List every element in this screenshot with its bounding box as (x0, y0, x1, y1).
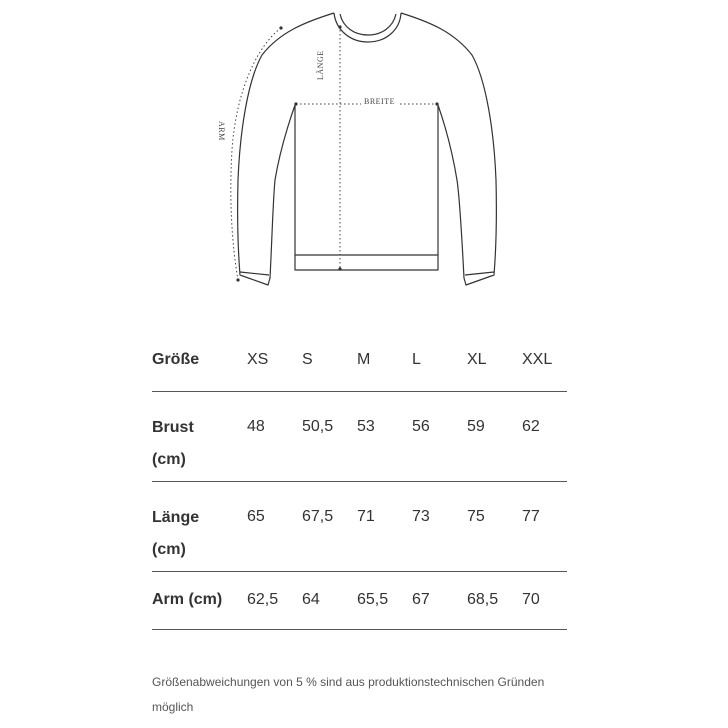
table-cell: 73 (412, 481, 467, 571)
sweatshirt-diagram (0, 0, 728, 300)
row-label-laenge: Länge (cm) (152, 481, 247, 571)
size-header-row (152, 338, 567, 391)
table-row-brust (152, 391, 567, 481)
table-cell: 53 (357, 391, 412, 481)
size-xl: XL (467, 338, 522, 391)
table-cell: 50,5 (302, 391, 357, 481)
size-xs: XS (247, 338, 302, 391)
size-tolerance-note: Größenabweichungen von 5 % sind aus produktionstechnischen Gründen möglich (152, 675, 545, 714)
table-cell: 64 (302, 571, 357, 629)
arm-label: ARM (217, 121, 226, 141)
table-cell: 65,5 (357, 571, 412, 629)
table-cell: 48 (247, 391, 302, 481)
table-cell: 77 (522, 481, 567, 571)
table-cell: 67 (412, 571, 467, 629)
size-xxl: XXL (522, 338, 567, 391)
table-cell: 68,5 (467, 571, 522, 629)
table-row-arm (152, 571, 567, 629)
table-cell: 56 (412, 391, 467, 481)
breite-label: BREITE (361, 97, 398, 106)
table-row-laenge (152, 481, 567, 571)
table-cell: 59 (467, 391, 522, 481)
table-cell: 71 (357, 481, 412, 571)
table-cell: 65 (247, 481, 302, 571)
size-s: S (302, 338, 357, 391)
size-m: M (357, 338, 412, 391)
table-cell: 67,5 (302, 481, 357, 571)
sweatshirt-outline (0, 0, 728, 300)
table-cell: 62,5 (247, 571, 302, 629)
laenge-label: LÄNGE (316, 50, 325, 80)
row-label-brust: Brust (cm) (152, 391, 247, 481)
table-cell: 62 (522, 391, 567, 481)
table-cell: 70 (522, 571, 567, 629)
size-header-label: Größe (152, 338, 247, 391)
size-l: L (412, 338, 467, 391)
size-table (152, 338, 567, 630)
row-label-arm: Arm (cm) (152, 571, 247, 629)
table-cell: 75 (467, 481, 522, 571)
